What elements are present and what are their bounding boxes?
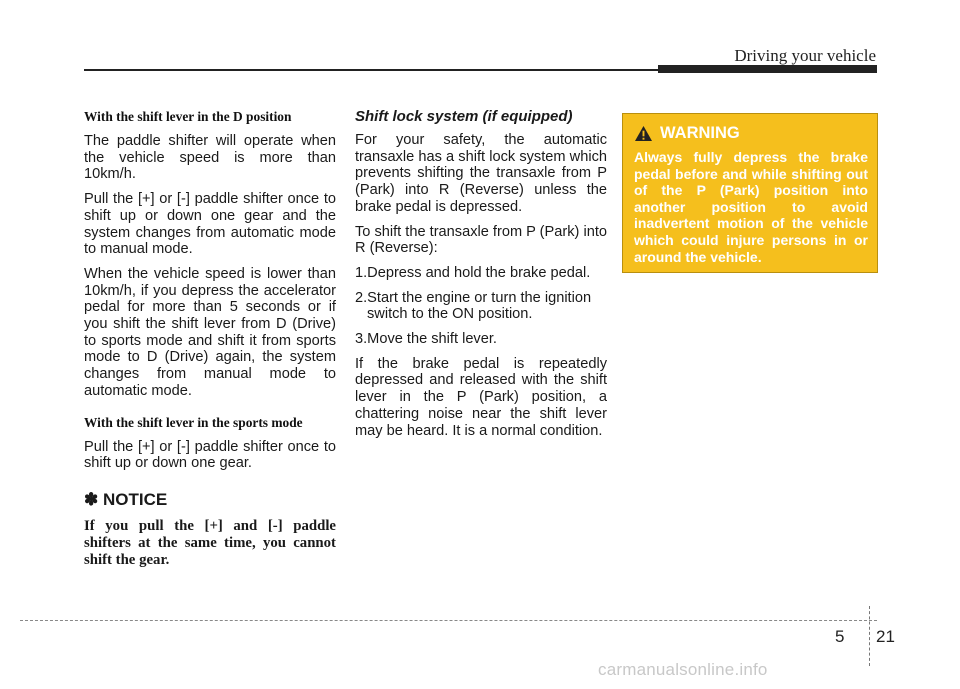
warning-box	[622, 113, 878, 273]
paragraph: Pull the [+] or [-] paddle shifter once to shift up or down one gear.	[84, 438, 336, 472]
list-item: 1.Depress and hold the brake pedal.	[355, 264, 591, 281]
chapter-number: 5	[835, 627, 845, 646]
middle-column	[355, 108, 607, 447]
paragraph: Pull the [+] or [-] paddle shifter once to shift up or down one gear and the system changes from automatic mode to manual mode.	[84, 191, 336, 258]
subheading-sports-mode: With the shift lever in the sports mode	[84, 414, 303, 430]
warning-header	[634, 124, 868, 143]
header-rule-accent	[658, 65, 877, 73]
paragraph: The paddle shifter will operate when the vehicle speed is more than 10km/h.	[84, 133, 336, 183]
warning-text: Always fully depress the brake pedal before and while shifting out of the P (Park) position into another position to avoid inadvertent motion of the vehicle which could injure persons in or around the vehicle.	[634, 149, 868, 265]
paragraph: For your safety, the automatic transaxle has a shift lock system which prevents shifting the transaxle from P (Park) into R (Reverse) unless the brake pedal is depressed.	[355, 132, 607, 215]
list-item: 2.Start the engine or turn the ignition switch to the ON position.	[355, 289, 592, 323]
section-title: Shift lock system (if equipped)	[355, 108, 573, 125]
header-rule	[84, 69, 662, 71]
left-column	[84, 108, 336, 569]
list-item: 3.Move the shift lever.	[355, 331, 497, 348]
paragraph: If the brake pedal is repeatedly depressed and released with the shift lever in the P (Park) position, a chattering noise near the shift lever may be heard. It is a normal condition.	[355, 355, 607, 439]
notice-title: ✽ NOTICE	[84, 489, 168, 509]
watermark: carmanualsonline.info	[598, 660, 768, 679]
paragraph: To shift the transaxle from P (Park) into R (Reverse):	[355, 223, 607, 257]
page-number: 21	[876, 627, 895, 646]
warning-triangle-icon	[634, 125, 653, 142]
subheading-d-position: With the shift lever in the D position	[84, 109, 292, 124]
footer-rule	[20, 620, 877, 621]
warning-title: WARNING	[660, 124, 740, 142]
footer-divider	[869, 606, 870, 666]
header-title: Driving your vehicle	[734, 46, 876, 65]
paragraph: When the vehicle speed is lower than 10km/h, if you depress the accelerator pedal for more than 5 seconds or if you shift the shift lever from D (Drive) to sports mode and shift it from sports mode to D (Drive) again, the system changes from manual mode to automatic mode.	[84, 265, 336, 399]
notice-body: If you pull the [+] and [-] paddle shifters at the same time, you cannot shift the gear.	[84, 517, 336, 568]
